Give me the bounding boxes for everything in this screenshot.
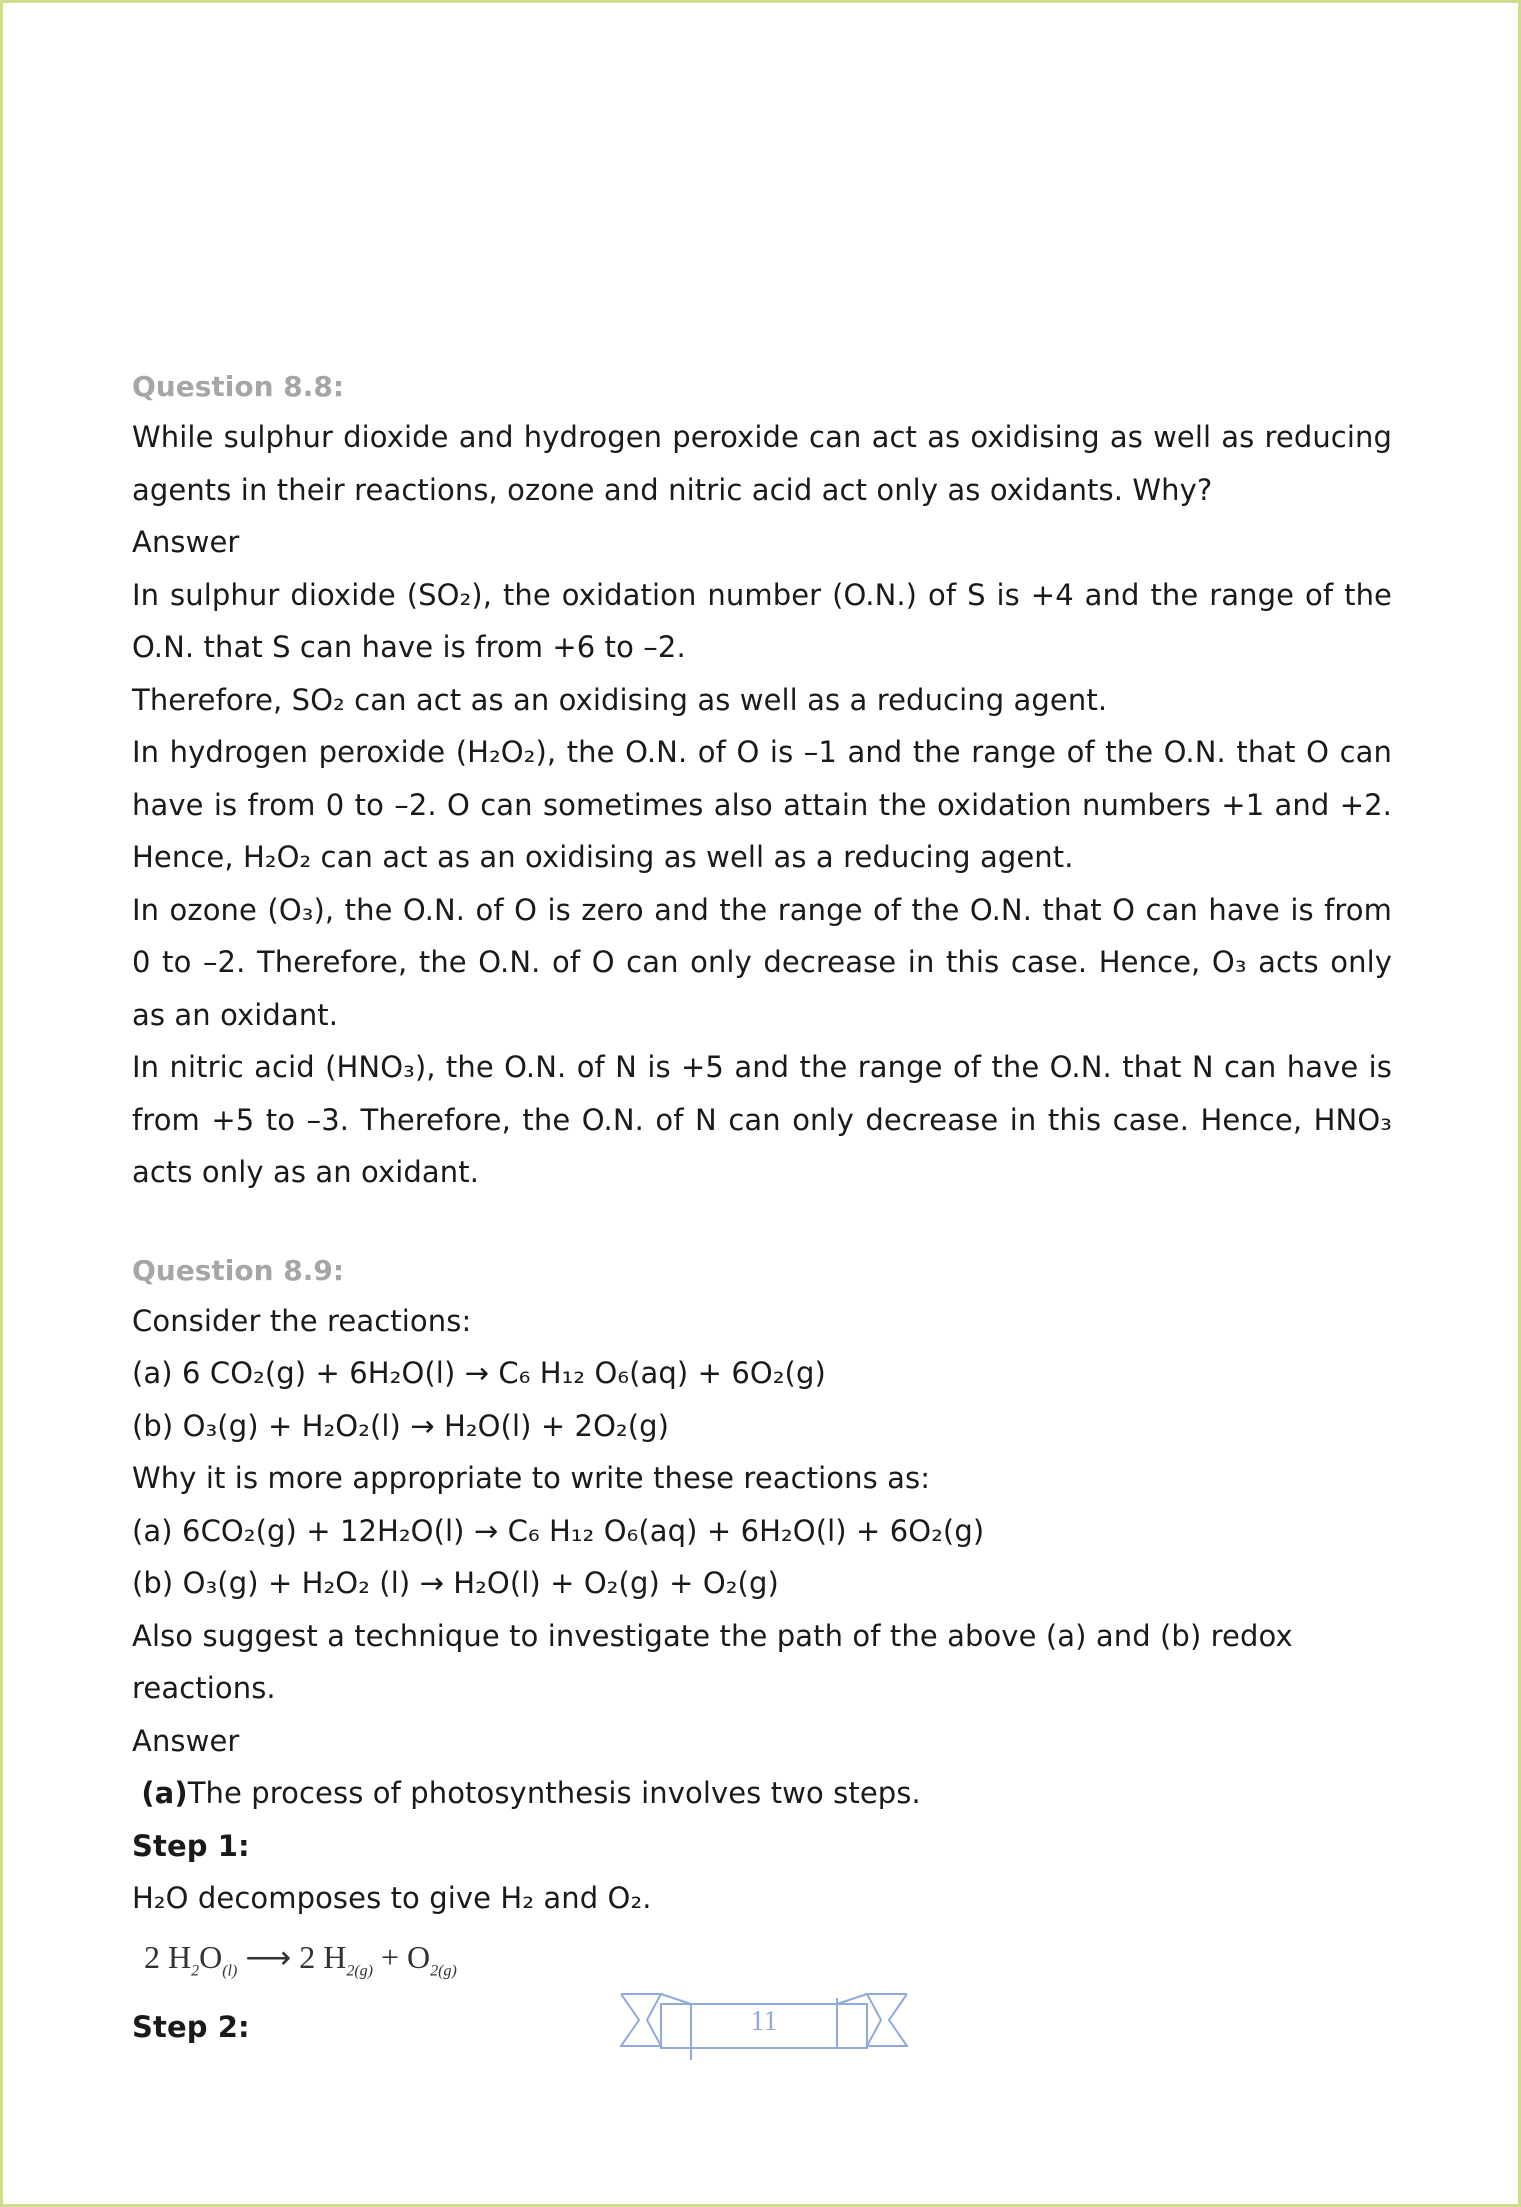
answer-paragraph: Therefore, SO₂ can act as an oxidising as well as a reducing agent. — [132, 682, 1108, 717]
page-number: 11 — [750, 2006, 778, 2037]
water-decomposition-equation: 2 $H_2O_{(l)}$ ⟶ 2 $H_{2(g)} + O_{2(g)}$ — [144, 1938, 457, 1979]
answer-paragraph: In hydrogen peroxide (H₂O₂), the O.N. of O is –1 and the range of the O.N. that O can have is from 0 to –2. O can sometimes also attain the oxidation numbers +1 and +2. Hence, H₂O₂ can act as an oxidising as well as a reducing agent. — [132, 735, 1392, 874]
question-intro: Consider the reactions: — [132, 1303, 472, 1338]
answer-label: Answer — [132, 525, 240, 559]
part-a-label: (a) — [141, 1776, 188, 1810]
rewrite-a: (a) 6CO₂(g) + 12H₂O(l) → C₆ H₁₂ O₆(aq) + 6H₂O(l) + 6O₂(g) — [132, 1513, 985, 1548]
question-8-8-text: While sulphur dioxide and hydrogen peroxide can act as oxidising as well as reducing agents in their reactions, ozone and nitric acid act only as oxidants. Why? — [132, 420, 1392, 507]
reaction-b: (b) O₃(g) + H₂O₂(l) → H₂O(l) + 2O₂(g) — [132, 1408, 670, 1443]
step-2-label: Step 2: — [132, 2009, 250, 2044]
reaction-a: (a) 6 CO₂(g) + 6H₂O(l) → C₆ H₁₂ O₆(aq) + 6O₂(g) — [132, 1356, 826, 1390]
part-a-text: The process of photosynthesis involves two steps. — [187, 1776, 921, 1810]
page-content — [132, 363, 1392, 2053]
step-1-text: H₂O decomposes to give H₂ and O₂. — [132, 1881, 652, 1915]
question-suggest: Also suggest a technique to investigate the path of the above (a) and (b) redox reactions. — [132, 1618, 1293, 1705]
part-a-line — [132, 1767, 1392, 1820]
question-why: Why it is more appropriate to write these reactions as: — [132, 1461, 931, 1495]
answer-paragraph: In ozone (O₃), the O.N. of O is zero and the range of the O.N. that O can have is from 0 to –2. Therefore, the O.N. of O can only decrease in this case. Hence, O₃ acts only as an oxidant. — [132, 892, 1392, 1032]
step-1-label: Step 1: — [132, 1828, 250, 1863]
answer-label: Answer — [132, 1723, 240, 1758]
rewrite-b: (b) O₃(g) + H₂O₂ (l) → H₂O(l) + O₂(g) + O₂(g) — [132, 1566, 779, 1600]
question-8-8-title: Question 8.8: — [132, 370, 345, 403]
question-8-9-title: Question 8.9: — [132, 1253, 345, 1287]
answer-paragraph: In sulphur dioxide (SO₂), the oxidation number (O.N.) of S is +4 and the range of the O.N. that S can have is from +6 to –2. — [132, 577, 1392, 664]
answer-paragraph: In nitric acid (HNO₃), the O.N. of N is +5 and the range of the O.N. that N can have is from +5 to –3. Therefore, the O.N. of N can only decrease in this case. Hence, HNO₃ acts only as an oxidant. — [132, 1050, 1392, 1189]
page-footer-ribbon — [619, 1988, 909, 2063]
